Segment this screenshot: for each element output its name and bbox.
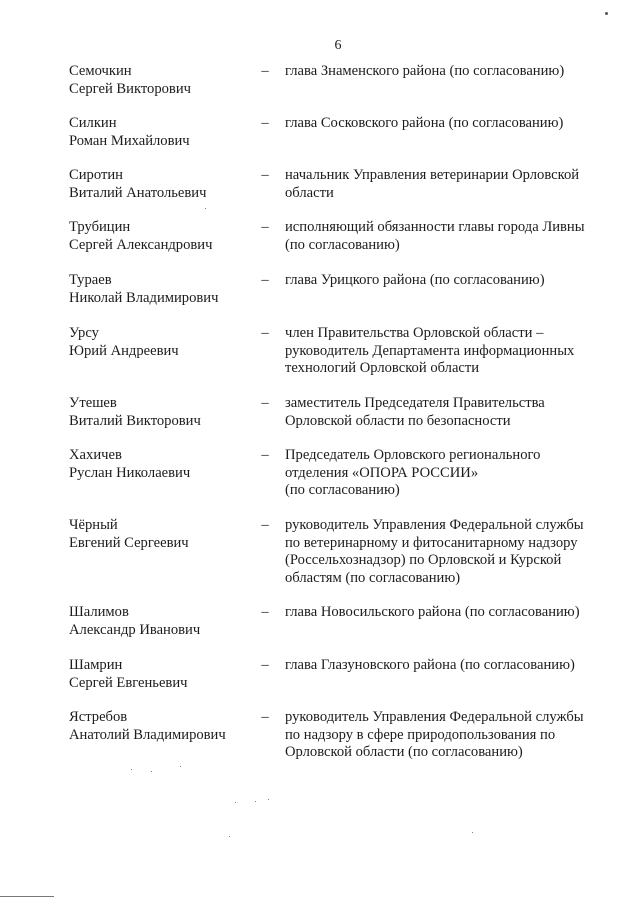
member-given-names: Александр Иванович [69,621,201,638]
dash-separator: – [261,395,269,411]
member-given-names: Сергей Александрович [69,236,213,253]
scan-speck [151,771,152,772]
member-surname: Ястребов [69,709,128,725]
dash-separator: – [261,604,269,620]
dash-separator: – [261,447,269,463]
member-given-names: Юрий Андреевич [69,342,179,359]
dash-separator: – [261,115,269,131]
role-line: (Россельхознадзор) по Орловской и Курской [285,552,562,568]
member-role [285,604,615,622]
member-given-names: Анатолий Владимирович [69,726,226,743]
role-line: глава Глазуновского района (по согласованию) [285,657,575,673]
role-line: Председатель Орловского регионального [285,447,541,463]
dash-separator: – [261,325,269,341]
scan-speck [131,769,132,770]
member-role [285,325,615,378]
dash-separator: – [261,517,269,533]
role-line: глава Знаменского района (по согласованию) [285,63,565,79]
footer-rule [0,896,54,897]
dash-separator: – [261,219,269,235]
role-line: начальник Управления ветеринарии Орловской [285,167,580,183]
member-given-names: Роман Михайлович [69,132,190,149]
scan-speck [472,832,473,833]
member-given-names: Евгений Сергеевич [69,534,189,551]
member-role [285,395,615,430]
member-surname: Шалимов [69,604,129,620]
role-line: по надзору в сфере природопользования по [285,726,556,743]
dash-separator: – [261,272,269,288]
role-line: член Правительства Орловской области – [285,325,544,341]
member-surname: Шамрин [69,657,123,673]
member-role [285,63,615,81]
role-line: глава Новосильского района (по согласованию) [285,604,580,620]
role-line: отделения «ОПОРА РОССИИ» [285,464,479,481]
scan-speck [268,799,269,800]
member-name [69,167,249,202]
member-surname: Утешев [69,395,117,411]
member-given-names: Сергей Викторович [69,80,191,97]
member-given-names: Виталий Анатольевич [69,184,207,201]
member-surname: Семочкин [69,63,132,79]
dash-separator: – [261,63,269,79]
role-line: глава Урицкого района (по согласованию) [285,272,545,288]
member-role [285,167,615,202]
dash-separator: – [261,657,269,673]
member-name [69,272,249,307]
member-role [285,447,615,500]
member-surname: Сиротин [69,167,123,183]
member-name [69,447,249,482]
member-given-names: Виталий Викторович [69,412,201,429]
role-line: областям (по согласованию) [285,569,461,586]
role-line: Орловской области по безопасности [285,412,511,429]
dash-separator: – [261,709,269,725]
role-line: руководитель Управления Федеральной службы [285,517,584,533]
member-given-names: Николай Владимирович [69,289,219,306]
role-line: (по согласованию) [285,236,400,253]
dash-separator: – [261,167,269,183]
member-name [69,325,249,360]
member-given-names: Сергей Евгеньевич [69,674,188,691]
scan-speck [255,801,256,802]
member-name [69,657,249,692]
role-line: Орловской области (по согласованию) [285,744,523,760]
member-role [285,272,615,290]
member-given-names: Руслан Николаевич [69,464,191,481]
member-role [285,517,615,587]
member-name [69,219,249,254]
role-line: технологий Орловской области [285,360,480,376]
member-name [69,115,249,150]
member-name [69,709,249,744]
role-line: по ветеринарному и фитосанитарному надзору [285,534,578,551]
member-surname: Хахичев [69,447,122,463]
member-surname: Трубицин [69,219,131,235]
role-line: заместитель Председателя Правительства [285,395,545,411]
role-line: руководитель Департамента информационных [285,342,575,359]
scan-speck [205,208,206,209]
member-surname: Чёрный [69,517,118,533]
member-name [69,604,249,639]
member-name [69,395,249,430]
member-name [69,517,249,552]
role-line: глава Сосковского района (по согласованию) [285,115,564,131]
role-line: области [285,184,334,201]
scan-speck [235,802,236,803]
member-surname: Силкин [69,115,117,131]
role-line: исполняющий обязанности главы города Ливны [285,219,585,235]
role-line: руководитель Управления Федеральной службы [285,709,584,725]
role-line: (по согласованию) [285,482,400,498]
member-name [69,63,249,98]
member-surname: Урсу [69,325,99,341]
member-role [285,115,615,133]
member-role [285,219,615,254]
page-number: 6 [334,38,342,53]
scan-speck [180,766,181,767]
member-surname: Тураев [69,272,112,288]
member-role [285,657,615,675]
scan-speck [605,12,608,15]
scan-speck [229,836,230,837]
member-role [285,709,615,762]
